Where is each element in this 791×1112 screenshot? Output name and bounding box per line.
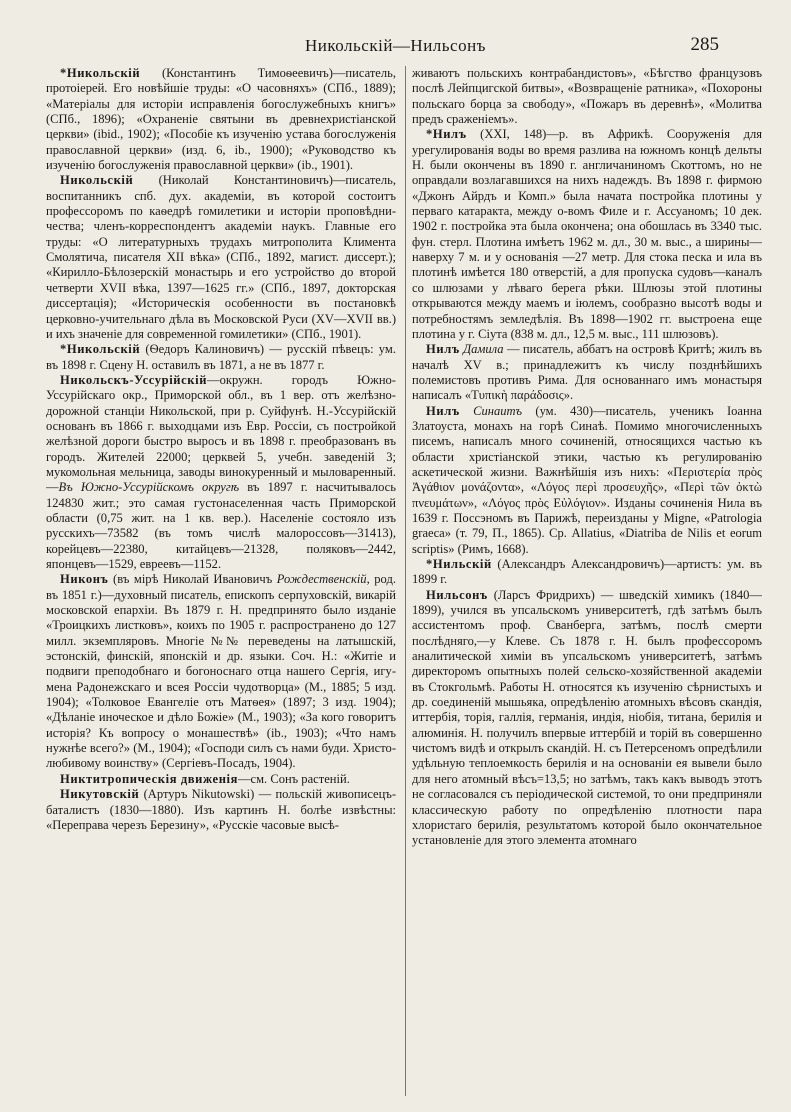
entry-text: —см. Сонъ растеній. [238, 771, 350, 786]
entry-text: (Константинъ Тимоѳеевичъ)—писатель, протоіерей. Его новѣйшіе труды: «О часовняхъ» (СПб., 1889); «Матеріалы для исторіи исправленія богослужебныхъ книгъ» (СПб., 1896); «Охраненіе святыни въ древнехристіанской церкви» (ibid., 1902); «Пособіе къ изученію устава богослуженія православной церкви» (изд. 6, ib., 1900); «Руководство къ изученію богослуженія православной церкви» (ib., 1901). [46, 66, 396, 173]
entry-text: (Александръ Александровичъ)—артистъ: ум. въ 1899 г. [412, 557, 762, 587]
entry-continuation [412, 66, 762, 127]
entry-headword: *Никольскій [60, 342, 141, 357]
entry [412, 404, 762, 557]
text-columns [46, 66, 762, 1096]
entry [46, 787, 396, 833]
entry [412, 127, 762, 342]
entry [46, 772, 396, 787]
entry-italic: Въ Южно-Уссурійскомъ округѣ [58, 480, 240, 495]
entry-headword: *Никольскій [60, 66, 141, 80]
page-header [0, 36, 791, 60]
entry [412, 557, 762, 588]
entry-italic: Рождественскій [276, 572, 367, 587]
entry-text: живаютъ польскихъ контрабандистовъ», «Бѣгство французовъ послѣ Лейпцигской битвы», «Возвращеніе ратника», «Похороны польскаго борца за свободу», «Пожаръ въ деревнѣ», «Молитва предъ сраженіемъ». [412, 66, 762, 127]
entry-text: (Ларсъ Фридрихъ) — шведскій химикъ (1840—1899), учился въ упсальскомъ университетѣ, гдѣ затѣмъ былъ ассистентомъ проф. Сванберга, затѣмъ, послѣ смерти послѣдняго,—у Клеве. Съ 1878 г. Н. былъ профессоромъ аналитической химіи въ упсальскомъ университетѣ, затѣмъ директоромъ опытныхъ полей сельско-хозяйственной академіи въ Стокгольмѣ. Работы Н. относятся къ изученію сѣрнистыхъ и др. соединеній мышьяка, опредѣленію атомныхъ вѣсовъ скандія, иттербія, торія, галлія, германія, индія, ніобія, титана, берилія и алюминія. Н. получилъ впервые иттербій и торій въ совершенно чистомъ видѣ и открылъ скандій. Н. съ Петерсеномъ опредѣлили удѣльную теплоемкость берилія и на основаніи ея вывели было для него атомный вѣсъ=13,5; но затѣмъ, такъ какъ выводъ этотъ не согласовался съ періодической системой, то они предприняли классическую работу по опредѣленію плотности пара хлористаго берилія, результатомъ которой было окончательное установленіе для этого элемента атомнаго [412, 587, 762, 848]
entry-headword: *Нилъ [426, 127, 467, 142]
entry [412, 588, 762, 849]
entry [46, 173, 396, 342]
column-divider [405, 66, 406, 1096]
entry-headword: *Нильскій [426, 557, 492, 571]
page-number: 285 [690, 34, 719, 55]
entry-headword: Никонъ [60, 572, 109, 587]
entry-headword: Никольскій [60, 173, 134, 188]
entry [46, 342, 396, 373]
entry-text-tail: , род. въ 1851 г.)—духовный писатель, епископъ серпуховскій, викарій московской епархіи. Въ 1879 г. Н. предпринято было изданіе «Троицкихъ листковъ», коихъ по 1905 г. распространено до 127 милл. экземпляровъ. Многіе №№ переведены на латышскій, эстонскій, финскій, японскій и др. языки. Соч. Н.: «Житіе и подвиги преподобнаго и богоноснаго отца нашего Сергія, игумена Радонежскаго и всея Россіи чудотворца» (М., 1885; 5 изд. 1904); «Толковое Евангеліе отъ Матѳея» (1897; 3 изд. 1904); «Дѣланіе иноческое и дѣло Божіе» (М., 1903); «За кого говоритъ исторія? Къ вопросу о монашествѣ» (ib., 1903); «Что намъ нужнѣе всего?» (М., 1904); «Господи силъ съ нами буди. Христолюбивому воинству» (Сергіевъ-Посадъ, 1904). [46, 572, 396, 771]
running-title: Никольскій—Нильсонъ [305, 36, 486, 55]
entry-text: (ум. 430)—писатель, ученикъ Іоанна Златоуста, монахъ на горѣ Синаѣ. Помимо многочисленныхъ писемъ, написалъ много сочиненій, относящихся частью къ области христіанской этики, частью къ регулированію аскетической жизни. Важнѣйшія изъ нихъ: «Περιστερία πρὸς Ἀγάθιον μονάζοντα», «Λόγος περὶ προσευχῆς», «Περὶ τῶν ὀκτὼ πνευμάτων», «Λόγος πρὸς Εὐλόγιον». Изданы сочиненія Нила въ 1639 г. Поссэномъ въ Парижѣ, переизданы у Migne, «Patrologia graeca» (т. 79, П., 1865). Ср. Allatius, «Diatriba de Nilis et eorum scriptis» (Римъ, 1668). [412, 403, 762, 556]
entry-headword: Никольскъ-Уссурійскій [60, 372, 208, 387]
right-column [409, 66, 762, 1096]
entry [412, 342, 762, 403]
entry [46, 373, 396, 572]
entry-text: (XXI, 148)—р. въ Африкѣ. Сооруженія для урегулированія воды во время разлива на южномъ концѣ дельты Н. были окончены въ 1890 г. англичаниномъ Скоттомъ, но не оправдали возлагавшихся на нихъ надеждъ. Въ 1898 г. фирмою «Джонъ Айрдъ и Комп.» была начата постройка плотины у перваго катаракта, между о-вомъ Филе и г. Ассуаномъ; 10 дек. 1902 г. постройка эта была окончена; она обошлась въ 3340 тыс. фун. стерл. Плотина имѣетъ 1962 м. дл., 30 м. выс., а ширины—наверху 7 м. и у основанія —27 метр. Для стока песка и ила въ плотинѣ имѣется 180 отверстій, а для пропуска судовъ—каналъ со шлюзами у лѣваго берега рѣки. Шлюзы этой плотины открываются между маемъ и іюлемъ, сообразно высотѣ воды и потребностямъ земледѣлія. Въ 1898—1902 гг. выстроена еще плотина у г. Сіута (838 м. дл., 12,5 м. выс., 111 шлюзовъ). [412, 127, 762, 341]
left-column [46, 66, 402, 1096]
entry [46, 66, 396, 173]
entry-text: (Николай Константиновичъ)—писатель, воспитанникъ спб. дух. академіи, въ которой состоитъ профессоромъ по каѳедрѣ гомилетики и исторіи проповѣдничества; членъ-корреспондентъ академіи наукъ. Главные его труды: «О литературныхъ трудахъ митрополита Климента Смолятича, писателя XII вѣка» (СПб., 1892, магист. диссерт.); «Кирилло-Бѣлозерскій монастырь и его устройство до второй четверти XVII вѣка, 1397—1625 гг.» (СПб., 1897, докторская диссертація); «Историческія особенности въ постановкѣ церковно-учительнаго дѣла въ Московской Руси (XV—XVII вв.) и ихъ значеніе для современной гомилетики» (СПб., 1901). [46, 173, 396, 341]
entry-headword: Никтитропическія движенія [60, 771, 238, 786]
entry-headword: Нильсонъ [426, 587, 488, 602]
entry-text: —окружн. городъ Южно-Уссурійскаго окр., Приморской обл., въ 1 вер. отъ желѣзно-дорожной станціи Никольской, при р. Суйфунѣ. Н.-Уссурійскій основанъ въ 1866 г. выходцами изъ Евр. Россіи, съ постройкой желѣзной дороги быстро выросъ и въ 1898 г. преобразованъ въ городъ. Жителей 22000; церквей 5, учебн. заведеній 3; мукомольная мельница, заводы винокуренный и мыловаренный.— [46, 372, 396, 495]
entry-text: (Артуръ Nikutowski) — польскій живописецъ-баталистъ (1830—1880). Изъ картинъ Н. болѣе извѣстны: «Переправа черезъ Березину», «Русскіе часовые высѣ- [46, 787, 396, 832]
entry-text: (въ мірѣ Николай Ивановичъ [108, 572, 277, 587]
entry [46, 572, 396, 771]
entry-headword: Нилъ [426, 403, 460, 418]
entry-italic: Синаитъ [473, 403, 523, 418]
entry-text-tail: въ 1897 г. насчитывалось 124830 жит.; это самая густонаселенная часть Приморской области (0,75 жит. на 1 кв. вер.). Населеніе состояло изъ русскихъ—73582 (въ томъ числѣ малороссовъ—31413), корейцевъ—22380, китайцевъ—21328, поляковъ—2442, японцевъ—1529, евреевъ—1152. [46, 480, 396, 571]
entry-text: (Ѳедоръ Калиновичъ) — русскій пѣвецъ: ум. въ 1898 г. Сцену Н. оставилъ въ 1871, а не въ 1877 г. [46, 342, 396, 372]
entry-headword: Никутовскій [60, 787, 140, 802]
entry-italic: Дамила [463, 342, 504, 357]
entry-headword: Нилъ [426, 342, 460, 357]
entry-text: — писатель, аббатъ на островѣ Критѣ; жилъ въ началѣ XV в.; принадлежитъ къ числу позднѣйшихъ полемистовъ противъ Рима. Для основаннаго имъ монастыря написалъ «Τυπικὴ παράδοσις». [412, 342, 762, 403]
